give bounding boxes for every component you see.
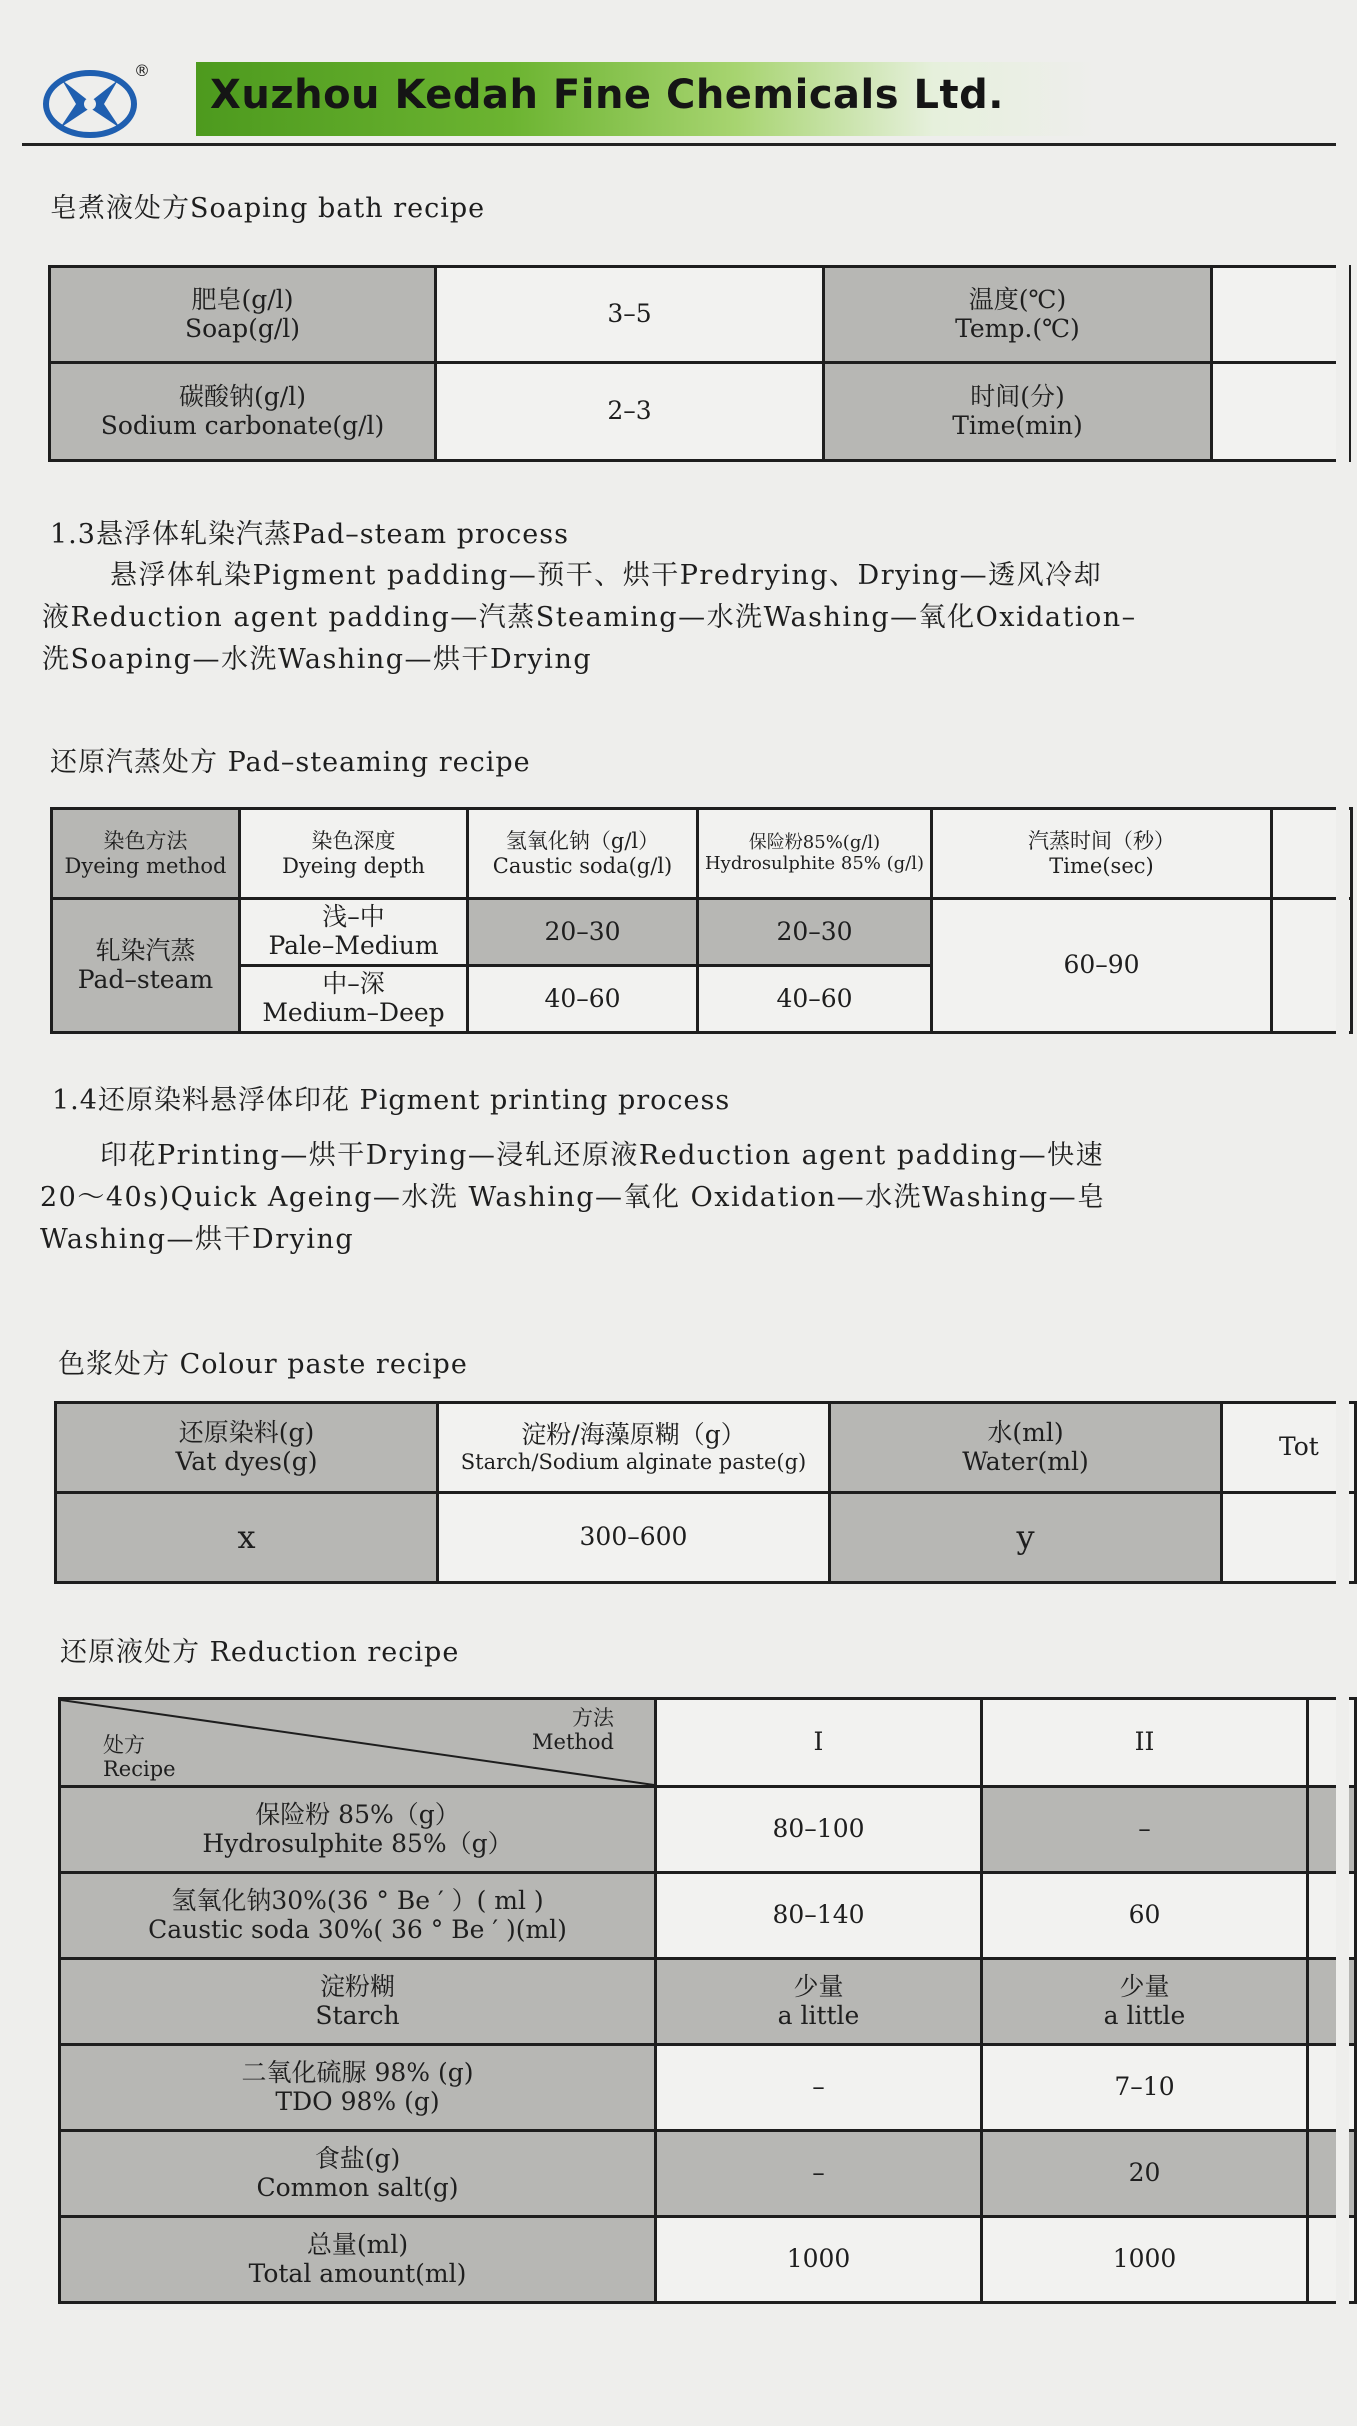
- depth-medium-deep: 中–深 Medium–Deep: [240, 966, 468, 1033]
- table-row: [60, 1959, 1356, 2045]
- total-ii: 1000: [982, 2217, 1308, 2303]
- header-hydrosulphite: 保险粉85%(g/l) Hydrosulphite 85% (g/l): [698, 809, 932, 899]
- soaping-label-carbonate: 碳酸钠(g/l) Sodium carbonate(g/l): [50, 363, 436, 461]
- table-row: [50, 363, 1350, 461]
- table-row: [60, 1699, 1356, 1787]
- printing-title: 1.4还原染料悬浮体印花 Pigment printing process: [52, 1085, 731, 1116]
- hydrosulphite-i: 80–100: [656, 1787, 982, 1873]
- company-logo-icon: [42, 61, 150, 140]
- value-water: y: [830, 1493, 1222, 1583]
- header-time: 汽蒸时间（秒） Time(sec): [932, 809, 1272, 899]
- colour-paste-title: 色浆处方 Colour paste recipe: [58, 1349, 468, 1380]
- row-starch: 淀粉糊 Starch: [60, 1959, 656, 2045]
- column-i: I: [656, 1699, 982, 1787]
- soaping-label-soap: 肥皂(g/l) Soap(g/l): [50, 267, 436, 363]
- soaping-param-time-value: [1212, 363, 1350, 461]
- pad-steaming-title: 还原汽蒸处方 Pad–steaming recipe: [50, 747, 531, 778]
- header-vat-dyes: 还原染料(g) Vat dyes(g): [56, 1403, 438, 1493]
- reduction-table: [58, 1697, 1357, 2304]
- table-row: [52, 899, 1352, 966]
- table-row: [56, 1403, 1356, 1493]
- pad-steam-title: 1.3悬浮体轧染汽蒸Pad–steam process: [50, 519, 569, 550]
- reduction-title: 还原液处方 Reduction recipe: [60, 1637, 460, 1668]
- tdo-i: –: [656, 2045, 982, 2131]
- table-row: [60, 2045, 1356, 2131]
- total-i: 1000: [656, 2217, 982, 2303]
- salt-i: –: [656, 2131, 982, 2217]
- table-row: [60, 1787, 1356, 1873]
- row-hydrosulphite: 保险粉 85%（g） Hydrosulphite 85%（g）: [60, 1787, 656, 1873]
- depth-pale-medium: 浅–中 Pale–Medium: [240, 899, 468, 966]
- starch-i: 少量 a little: [656, 1959, 982, 2045]
- pad-steam-line-3: 洗Soaping—水洗Washing—烘干Drying: [42, 644, 593, 675]
- hydrosulphite-ii: –: [982, 1787, 1308, 1873]
- soaping-param-temp-value: [1212, 267, 1350, 363]
- registered-mark: ®: [134, 61, 150, 80]
- corner-method: 方法 Method: [532, 1706, 614, 1755]
- header-water: 水(ml) Water(ml): [830, 1403, 1222, 1493]
- corner-header: [60, 1699, 656, 1787]
- company-name: Xuzhou Kedah Fine Chemicals Ltd.: [210, 72, 1004, 118]
- printing-line-2: 20～40s)Quick Ageing—水洗 Washing—氧化 Oxidation—水洗Washing—皂: [40, 1182, 1106, 1213]
- soaping-value-carbonate: 2–3: [436, 363, 824, 461]
- header-starch-paste: 淀粉/海藻原糊（g） Starch/Sodium alginate paste(g): [438, 1403, 830, 1493]
- hydro-medium-deep: 40–60: [698, 966, 932, 1033]
- salt-ii: 20: [982, 2131, 1308, 2217]
- soaping-param-time: 时间(分) Time(min): [824, 363, 1212, 461]
- pad-steam-line-2: 液Reduction agent padding—汽蒸Steaming—水洗Washing—氧化Oxidation–: [42, 602, 1137, 633]
- starch-ii: 少量 a little: [982, 1959, 1308, 2045]
- method-pad-steam: 轧染汽蒸 Pad–steam: [52, 899, 240, 1033]
- page-right-edge: [1336, 0, 1349, 2426]
- steaming-time: 60–90: [932, 899, 1272, 1033]
- value-starch-paste: 300–600: [438, 1493, 830, 1583]
- header-caustic-soda: 氢氧化钠（g/l） Caustic soda(g/l): [468, 809, 698, 899]
- colour-paste-table: [54, 1401, 1357, 1584]
- soaping-title: 皂煮液处方Soaping bath recipe: [50, 193, 486, 224]
- row-tdo: 二氧化硫脲 98% (g) TDO 98% (g): [60, 2045, 656, 2131]
- table-row: [60, 2217, 1356, 2303]
- caustic-medium-deep: 40–60: [468, 966, 698, 1033]
- table-row: [60, 2131, 1356, 2217]
- soaping-param-temp: 温度(℃) Temp.(℃): [824, 267, 1212, 363]
- pad-steam-line-1: 悬浮体轧染Pigment padding—预干、烘干Predrying、Drying—透风冷却: [110, 560, 1103, 591]
- value-vat-dyes: x: [56, 1493, 438, 1583]
- hydro-pale-medium: 20–30: [698, 899, 932, 966]
- soaping-value-soap: 3–5: [436, 267, 824, 363]
- printing-line-3: Washing—烘干Drying: [40, 1224, 355, 1255]
- header-divider: [22, 143, 1338, 146]
- table-row: [60, 1873, 1356, 1959]
- row-total-amount: 总量(ml) Total amount(ml): [60, 2217, 656, 2303]
- row-caustic-soda: 氢氧化钠30%(36 ° Be ′ ）( ml ) Caustic soda 30%( 36 ° Be ′ )(ml): [60, 1873, 656, 1959]
- corner-recipe: 处方 Recipe: [103, 1732, 176, 1781]
- pad-steaming-table: [50, 807, 1353, 1034]
- header-dyeing-depth: 染色深度 Dyeing depth: [240, 809, 468, 899]
- table-row: [56, 1493, 1356, 1583]
- soaping-table: [48, 265, 1351, 462]
- header-total: Tot: [1222, 1403, 1356, 1493]
- table-row: [52, 809, 1352, 899]
- row-common-salt: 食盐(g) Common salt(g): [60, 2131, 656, 2217]
- table-row: [50, 267, 1350, 363]
- tdo-ii: 7–10: [982, 2045, 1308, 2131]
- column-ii: II: [982, 1699, 1308, 1787]
- caustic-ii: 60: [982, 1873, 1308, 1959]
- printing-line-1: 印花Printing—烘干Drying—浸轧还原液Reduction agent padding—快速: [100, 1140, 1105, 1171]
- caustic-i: 80–140: [656, 1873, 982, 1959]
- caustic-pale-medium: 20–30: [468, 899, 698, 966]
- header-dyeing-method: 染色方法 Dyeing method: [52, 809, 240, 899]
